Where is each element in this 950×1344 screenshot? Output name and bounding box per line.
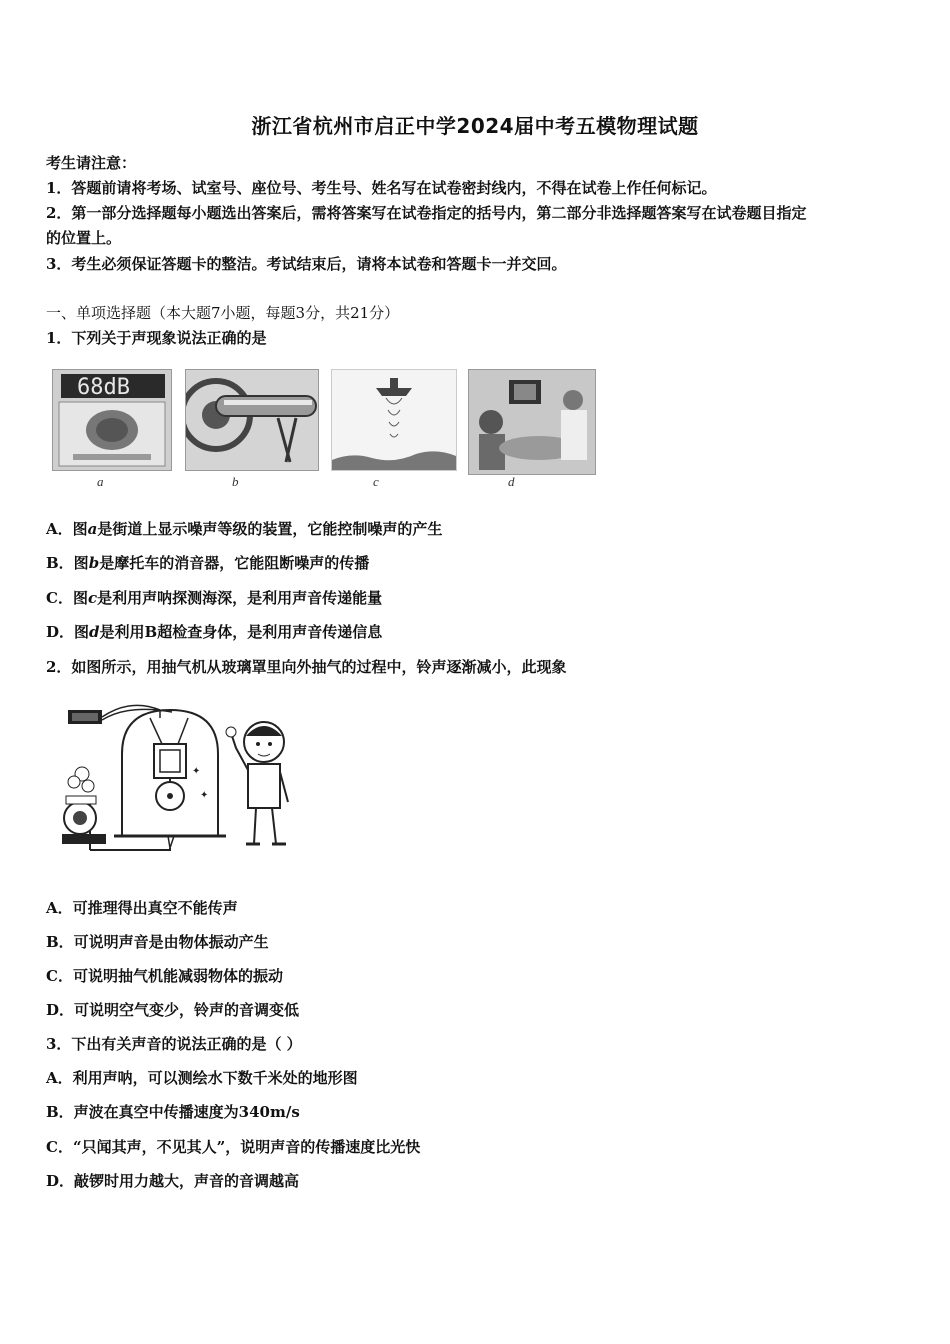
q3-option-a: A．利用声呐，可以测绘水下数千米处的地形图 <box>46 1069 358 1087</box>
q2-option-c: C．可说明抽气机能减弱物体的振动 <box>46 967 283 985</box>
notice-item-3: 3．考生必须保证答题卡的整洁。考试结束后，请将本试卷和答题卡一并交回。 <box>46 255 567 273</box>
svg-text:✦: ✦ <box>192 766 201 777</box>
q2-option-d: D．可说明空气变少，铃声的音调变低 <box>46 1001 300 1019</box>
ultrasound-exam-icon <box>469 370 595 474</box>
q1-figure-c <box>331 369 457 471</box>
noise-display-value: 68dB <box>77 375 130 400</box>
q1-figure-label-b: b <box>232 474 239 489</box>
notice-item-2-cont: 的位置上。 <box>46 229 122 247</box>
q2-option-b: B．可说明声音是由物体振动产生 <box>46 933 269 951</box>
page-title: 浙江省杭州市启正中学2024届中考五模物理试题 <box>251 114 699 138</box>
q1-figure-b <box>185 369 319 471</box>
q2-option-a: A．可推理得出真空不能传声 <box>46 899 238 917</box>
svg-text:✦: ✦ <box>200 790 209 801</box>
q1-option-c: C．图c是利用声呐探测海深，是利用声音传递能量 <box>46 589 383 607</box>
q3-option-c: C．“只闻其声，不见其人”，说明声音的传播速度比光快 <box>46 1138 421 1156</box>
notice-heading: 考生请注意： <box>46 154 137 172</box>
q1-figure-label-d: d <box>508 474 515 489</box>
q1-figure-d <box>468 369 596 475</box>
noise-meter-icon <box>53 370 171 470</box>
q1-figure-a <box>52 369 172 471</box>
notice-item-1: 1．答题前请将考场、试室号、座位号、考生号、姓名写在试卷密封线内，不得在试卷上作任何标记。 <box>46 179 717 197</box>
sonar-ship-icon <box>332 370 456 470</box>
q3-option-d: D．敲锣时用力越大，声音的音调越高 <box>46 1172 300 1190</box>
q2-figure <box>50 698 300 854</box>
q3-option-b: B．声波在真空中传播速度为340m/s <box>46 1103 300 1121</box>
q1-option-b: B．图b是摩托车的消音器，它能阻断噪声的传播 <box>46 554 370 572</box>
q1-option-d: D．图d是利用B超检查身体，是利用声音传递信息 <box>46 623 383 641</box>
q1-stem: 1．下列关于声现象说法正确的是 <box>46 329 267 347</box>
motorcycle-muffler-icon <box>186 370 318 470</box>
q1-figure-label-c: c <box>373 474 379 489</box>
q2-stem: 2．如图所示，用抽气机从玻璃罩里向外抽气的过程中，铃声逐渐减小，此现象 <box>46 658 567 676</box>
q1-option-a: A．图a是街道上显示噪声等级的装置，它能控制噪声的产生 <box>46 520 443 538</box>
notice-item-2: 2．第一部分选择题每小题选出答案后，需将答案写在试卷指定的括号内，第二部分非选择题答案写在试卷题目指定 <box>46 204 807 222</box>
section-heading: 一、单项选择题（本大题7小题，每题3分，共21分） <box>46 304 400 322</box>
bell-jar-vacuum-icon <box>50 698 300 854</box>
q3-stem: 3．下出有关声音的说法正确的是（ ） <box>46 1035 302 1053</box>
q1-figure-label-a: a <box>97 474 104 489</box>
